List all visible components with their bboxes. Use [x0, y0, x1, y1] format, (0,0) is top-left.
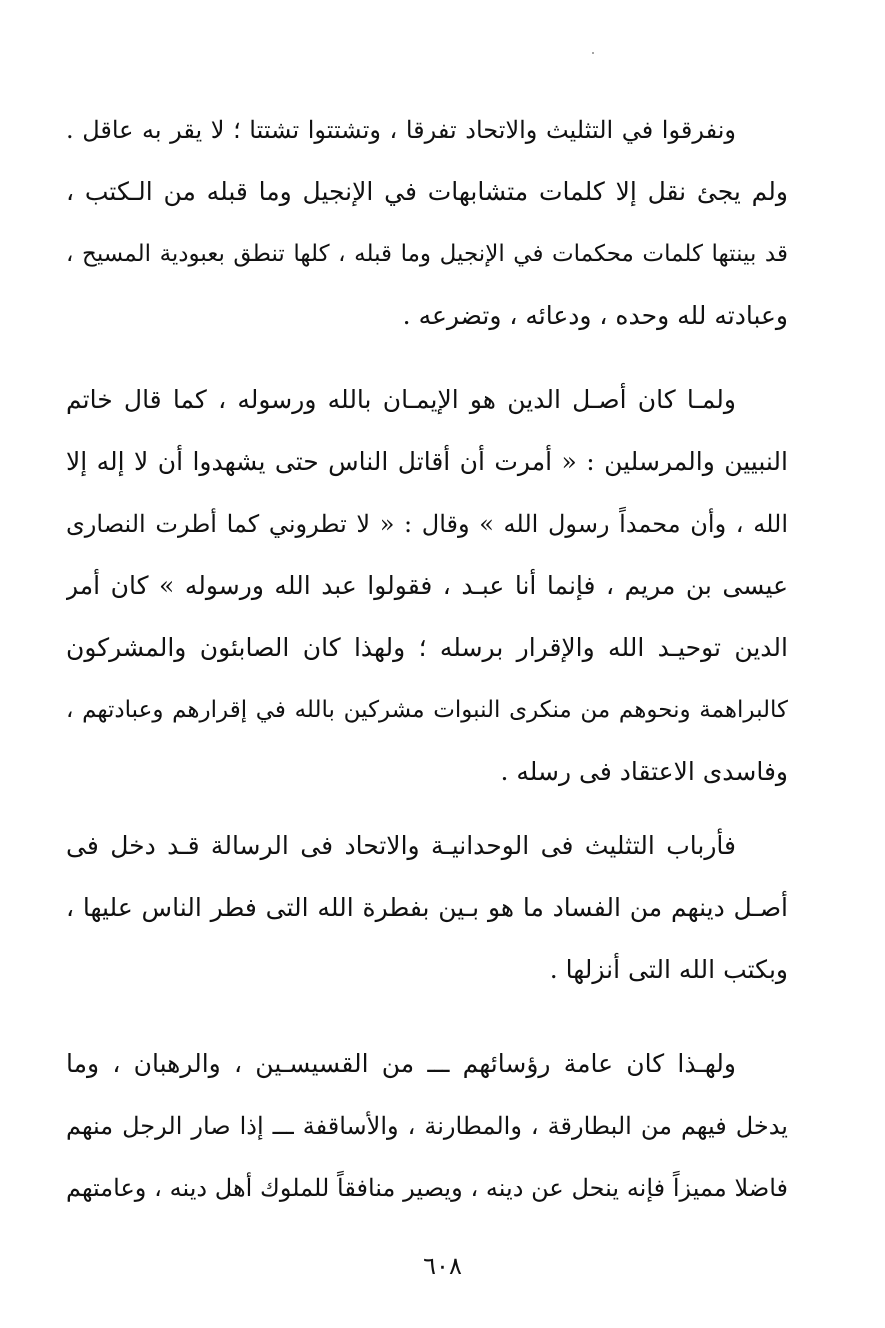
text-line: الله ، وأن محمداً رسول الله » وقال : « لا تطروني كما أطرت النصارى [66, 510, 788, 538]
text-line: ونفرقوا في التثليث والاتحاد تفرقا ، وتشتتوا تشتتا ؛ لا يقر به عاقل . [66, 116, 736, 144]
text-line: يدخل فيهم من البطارقة ، والمطارنة ، والأساقفة ـــ إذا صار الرجل منهم [66, 1112, 788, 1140]
text-line: ولمـا كان أصـل الدين هو الإيمـان بالله ورسوله ، كما قال خاتم [66, 385, 736, 414]
text-line: أصـل دينهم من الفساد ما هو بـين بفطرة الله التى فطر الناس عليها ، [66, 893, 788, 922]
paragraph-3 [66, 815, 788, 1001]
page-number: ٦٠٨ [423, 1252, 462, 1280]
text-line: وعبادته لله وحده ، ودعائه ، وتضرعه . [402, 301, 788, 330]
text-line: عيسى بن مريم ، فإنما أنا عبـد ، فقولوا عبد الله ورسوله » كان أمر [66, 571, 788, 600]
text-line: فاضلا مميزاً فإنه ينحل عن دينه ، ويصير منافقاً للملوك أهل دينه ، وعامتهم [66, 1174, 788, 1202]
scan-speck [592, 52, 594, 54]
text-line: فأرباب التثليث فى الوحدانيـة والاتحاد فى الرسالة قـد دخل فى [66, 831, 736, 860]
paragraph-2 [66, 369, 788, 803]
text-line: وبكتب الله التى أنزلها . [549, 955, 788, 984]
text-line: كالبراهمة ونحوهم من منكرى النبوات مشركين بالله في إقرارهم وعبادتهم ، [66, 697, 788, 723]
paragraph-4 [66, 1033, 788, 1219]
text-line: ولم يجئ نقل إلا كلمات متشابهات في الإنجيل وما قبله من الـكتب ، [66, 177, 788, 206]
text-line: ولهـذا كان عامة رؤسائهم ـــ من القسيسـين ، والرهبان ، وما [66, 1049, 736, 1078]
text-line: وفاسدى الاعتقاد فى رسله . [500, 757, 788, 786]
text-line: قد بينتها كلمات محكمات في الإنجيل وما قبله ، كلها تنطق بعبودية المسيح ، [66, 241, 788, 267]
text-line: النبيين والمرسلين : « أمرت أن أقاتل الناس حتى يشهدوا أن لا إله إلا [66, 447, 788, 476]
text-line: الدين توحيـد الله والإقرار برسله ؛ ولهذا كان الصابئون والمشركون [66, 633, 788, 662]
paragraph-1 [66, 99, 788, 347]
